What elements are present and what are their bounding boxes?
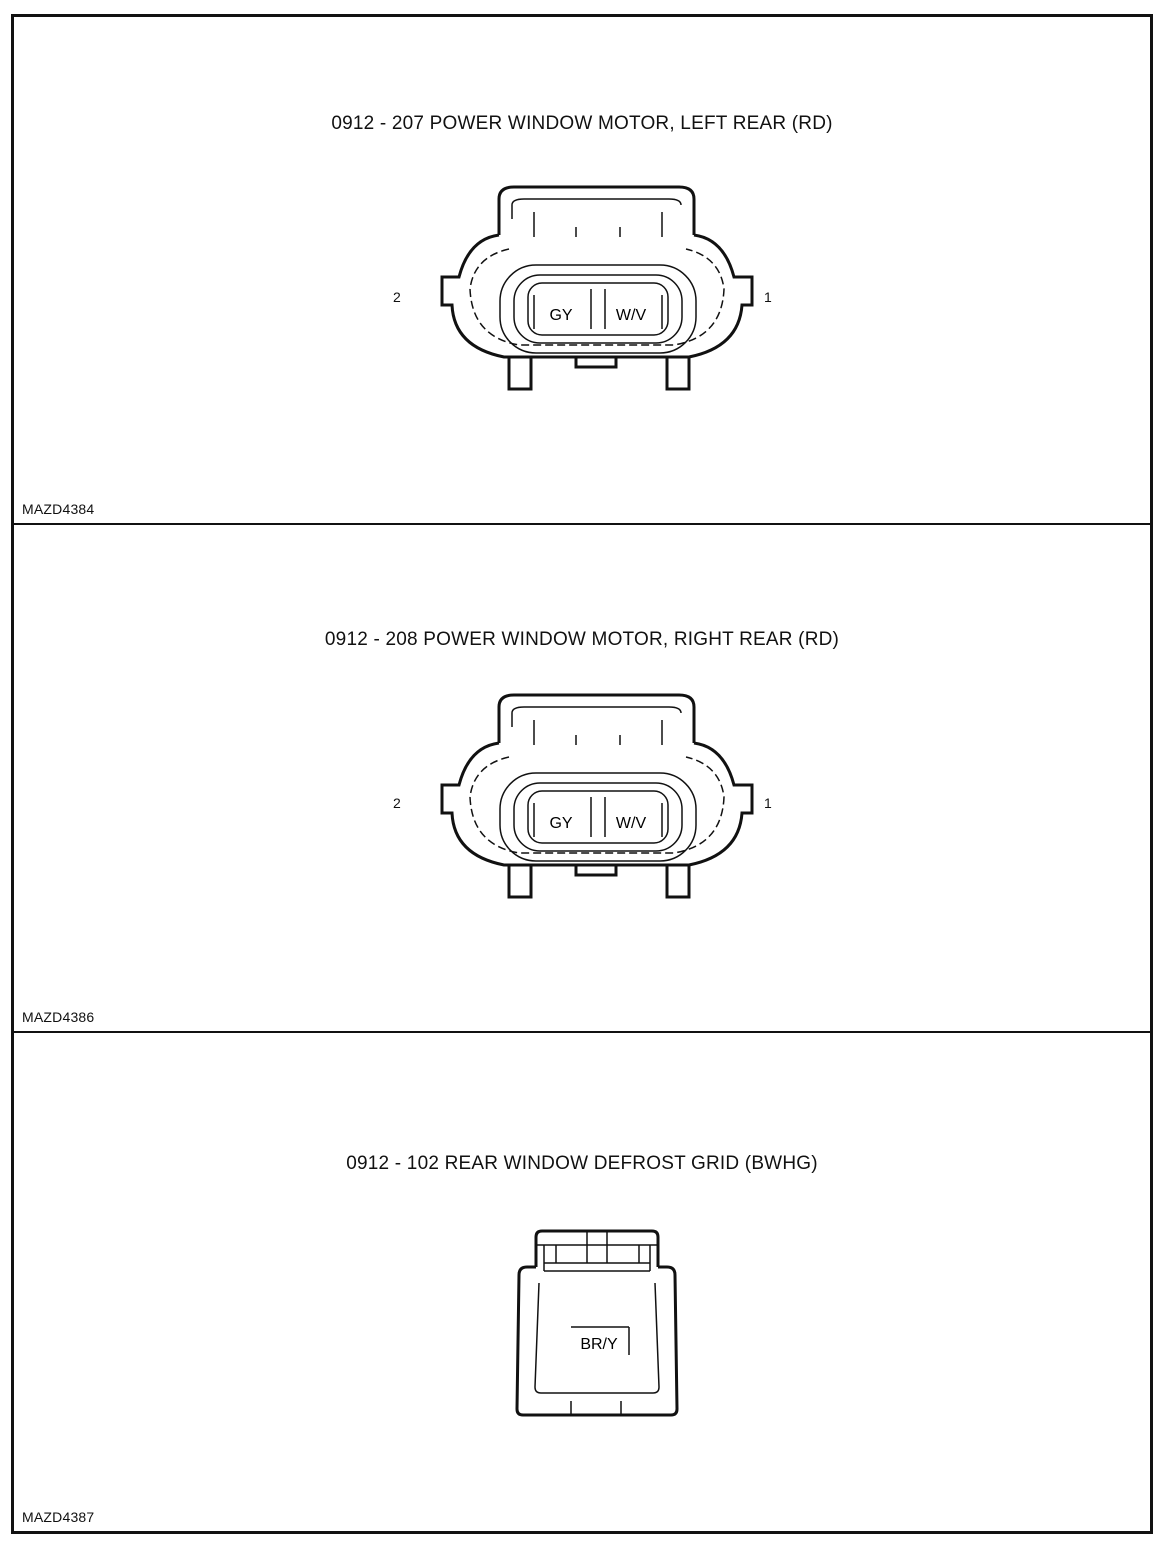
- pin-label-1: 1: [764, 289, 772, 305]
- diagram-code: MAZD4387: [22, 1509, 95, 1525]
- wire-color-wv: W/V: [615, 307, 647, 324]
- pin-label-2: 2: [393, 289, 401, 305]
- diagram-code: MAZD4384: [22, 501, 95, 517]
- connector-panel-right-rear: [14, 525, 1150, 1033]
- wire-color-wv: W/V: [615, 815, 647, 832]
- two-pin-connector-drawing: [424, 685, 764, 915]
- wire-color-bry: BR/Y: [580, 1336, 618, 1353]
- wire-color-gy: GY: [549, 307, 573, 324]
- diagram-frame: [11, 14, 1153, 1534]
- diagram-code: MAZD4386: [22, 1009, 95, 1025]
- single-pin-connector-drawing: [499, 1223, 699, 1423]
- connector-panel-left-rear: [14, 17, 1150, 525]
- pin-label-1: 1: [764, 795, 772, 811]
- connector-title: 0912 - 208 POWER WINDOW MOTOR, RIGHT REAR (RD): [324, 629, 840, 650]
- two-pin-connector-drawing: [424, 177, 764, 407]
- connector-panel-defrost-grid: [14, 1033, 1150, 1531]
- connector-title: 0912 - 102 REAR WINDOW DEFROST GRID (BWHG): [346, 1153, 818, 1174]
- connector-title: 0912 - 207 POWER WINDOW MOTOR, LEFT REAR (RD): [331, 113, 833, 134]
- wire-color-gy: GY: [549, 815, 573, 832]
- pin-label-2: 2: [393, 795, 401, 811]
